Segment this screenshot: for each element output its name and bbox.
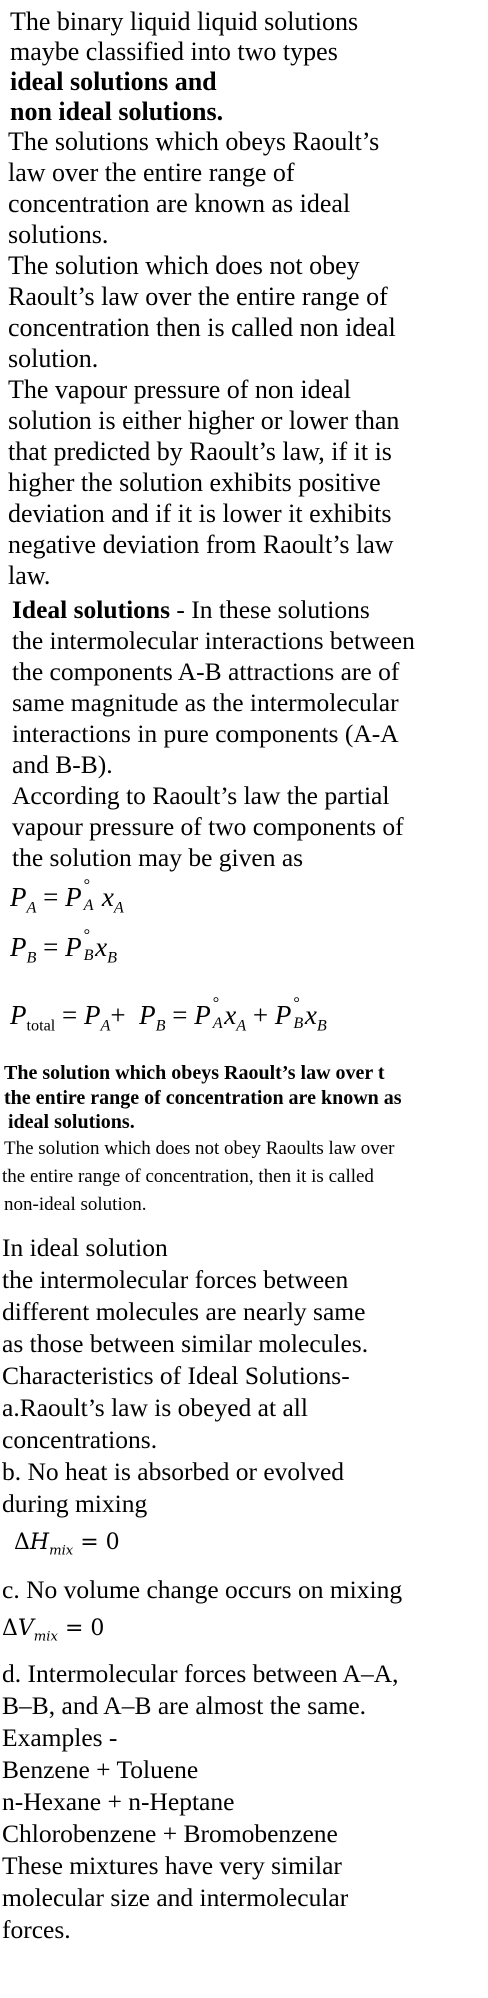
ideal-forces-line-2: the intermolecular forces between	[2, 1265, 349, 1294]
small-def-line-3: non-ideal solution.	[4, 1194, 147, 1215]
characteristics-title: Characteristics of Ideal Solutions-	[2, 1361, 350, 1390]
intro-line-2: maybe classified into two types	[10, 37, 338, 66]
ideal-section-line-1: Ideal solutions - In these solutions	[12, 595, 370, 624]
ideal-section-line-4: same magnitude as the intermolecular	[12, 688, 399, 717]
characteristic-b-line-1: b. No heat is absorbed or evolved	[2, 1457, 345, 1486]
ideal-forces-line-3: different molecules are nearly same	[2, 1297, 366, 1326]
characteristic-d-line-2: B–B, and A–B are almost the same.	[2, 1691, 367, 1720]
equation-pb: $P_B = P$ ° B $x_B$	[10, 926, 117, 967]
ideal-section-heading: Ideal solutions	[12, 595, 171, 624]
ideal-section-line-2: the intermolecular interactions between	[12, 626, 415, 655]
equation-pa: $P_A = P$ ° A $x_A$	[10, 876, 124, 917]
examples-title: Examples -	[2, 1723, 118, 1752]
examples-note-line-2: molecular size and intermolecular	[2, 1883, 349, 1912]
def-ideal-line-1: The solutions which obeys Raoult’s	[8, 127, 380, 156]
ideal-section-line-6: and B-B).	[12, 750, 113, 779]
example-item: Chlorobenzene + Bromobenzene	[2, 1819, 338, 1848]
def-ideal-line-2: law over the entire range of	[8, 158, 295, 187]
vapour-line-5: deviation and if it is lower it exhibits	[8, 499, 392, 528]
bold-def-line-1: The solution which obeys Raoult’s law over t	[4, 1062, 385, 1084]
bold-def-line-3: ideal solutions.	[8, 1111, 135, 1133]
def-nonideal-line-3: concentration then is called non ideal	[8, 313, 396, 342]
equation-delta-h: $\Delta H_{mix} = 0$	[14, 1530, 120, 1559]
characteristic-a-line-2: concentrations.	[2, 1425, 158, 1454]
ideal-forces-line-4: as those between similar molecules.	[2, 1329, 369, 1358]
intro-line-1: The binary liquid liquid solutions	[10, 7, 359, 36]
examples-note-line-1: These mixtures have very similar	[2, 1851, 342, 1880]
ideal-section-line-5: interactions in pure components (A-A	[12, 719, 399, 748]
examples-note-line-3: forces.	[2, 1915, 71, 1944]
vapour-line-1: The vapour pressure of non ideal	[8, 375, 351, 404]
characteristic-a-line-1: a.Raoult’s law is obeyed at all	[2, 1393, 308, 1422]
intro-nonideal-heading: non ideal solutions.	[10, 97, 224, 126]
example-item: n-Hexane + n-Heptane	[2, 1787, 235, 1816]
ideal-section-line-9: the solution may be given as	[12, 843, 304, 872]
vapour-line-3: that predicted by Raoult’s law, if it is	[8, 437, 392, 466]
vapour-line-7: law.	[8, 561, 51, 590]
vapour-line-4: higher the solution exhibits positive	[8, 468, 381, 497]
def-ideal-line-3: concentration are known as ideal	[8, 189, 351, 218]
characteristic-b-line-2: during mixing	[2, 1489, 148, 1518]
ideal-forces-line-1: In ideal solution	[2, 1233, 168, 1262]
def-nonideal-line-1: The solution which does not obey	[8, 251, 360, 280]
vapour-line-2: solution is either higher or lower than	[8, 406, 400, 435]
ideal-section-line-3: the components A-B attractions are of	[12, 657, 400, 686]
equation-delta-v: $\Delta V_{mix} = 0$	[2, 1616, 105, 1645]
example-item: Benzene + Toluene	[2, 1755, 199, 1784]
def-nonideal-line-4: solution.	[8, 344, 99, 373]
characteristic-c: c. No volume change occurs on mixing	[2, 1575, 403, 1604]
intro-ideal-heading: ideal solutions and	[10, 67, 217, 96]
equation-ptotal: $P_{total} = P_A+ P_B = P$ ° A $x_A + P$ ° B $x_B$	[10, 994, 327, 1035]
small-def-line-2: the entire range of concentration, then it is called	[2, 1166, 374, 1187]
small-def-line-1: The solution which does not obey Raoults law over	[4, 1138, 395, 1159]
bold-def-line-2: the entire range of concentration are known as	[4, 1087, 402, 1109]
ideal-section-line-7: According to Raoult’s law the partial	[12, 781, 390, 810]
vapour-line-6: negative deviation from Raoult’s law	[8, 530, 394, 559]
def-nonideal-line-2: Raoult’s law over the entire range of	[8, 282, 388, 311]
def-ideal-line-4: solutions.	[8, 220, 109, 249]
characteristic-d-line-1: d. Intermolecular forces between A–A,	[2, 1659, 399, 1688]
ideal-section-line-8: vapour pressure of two components of	[12, 812, 404, 841]
